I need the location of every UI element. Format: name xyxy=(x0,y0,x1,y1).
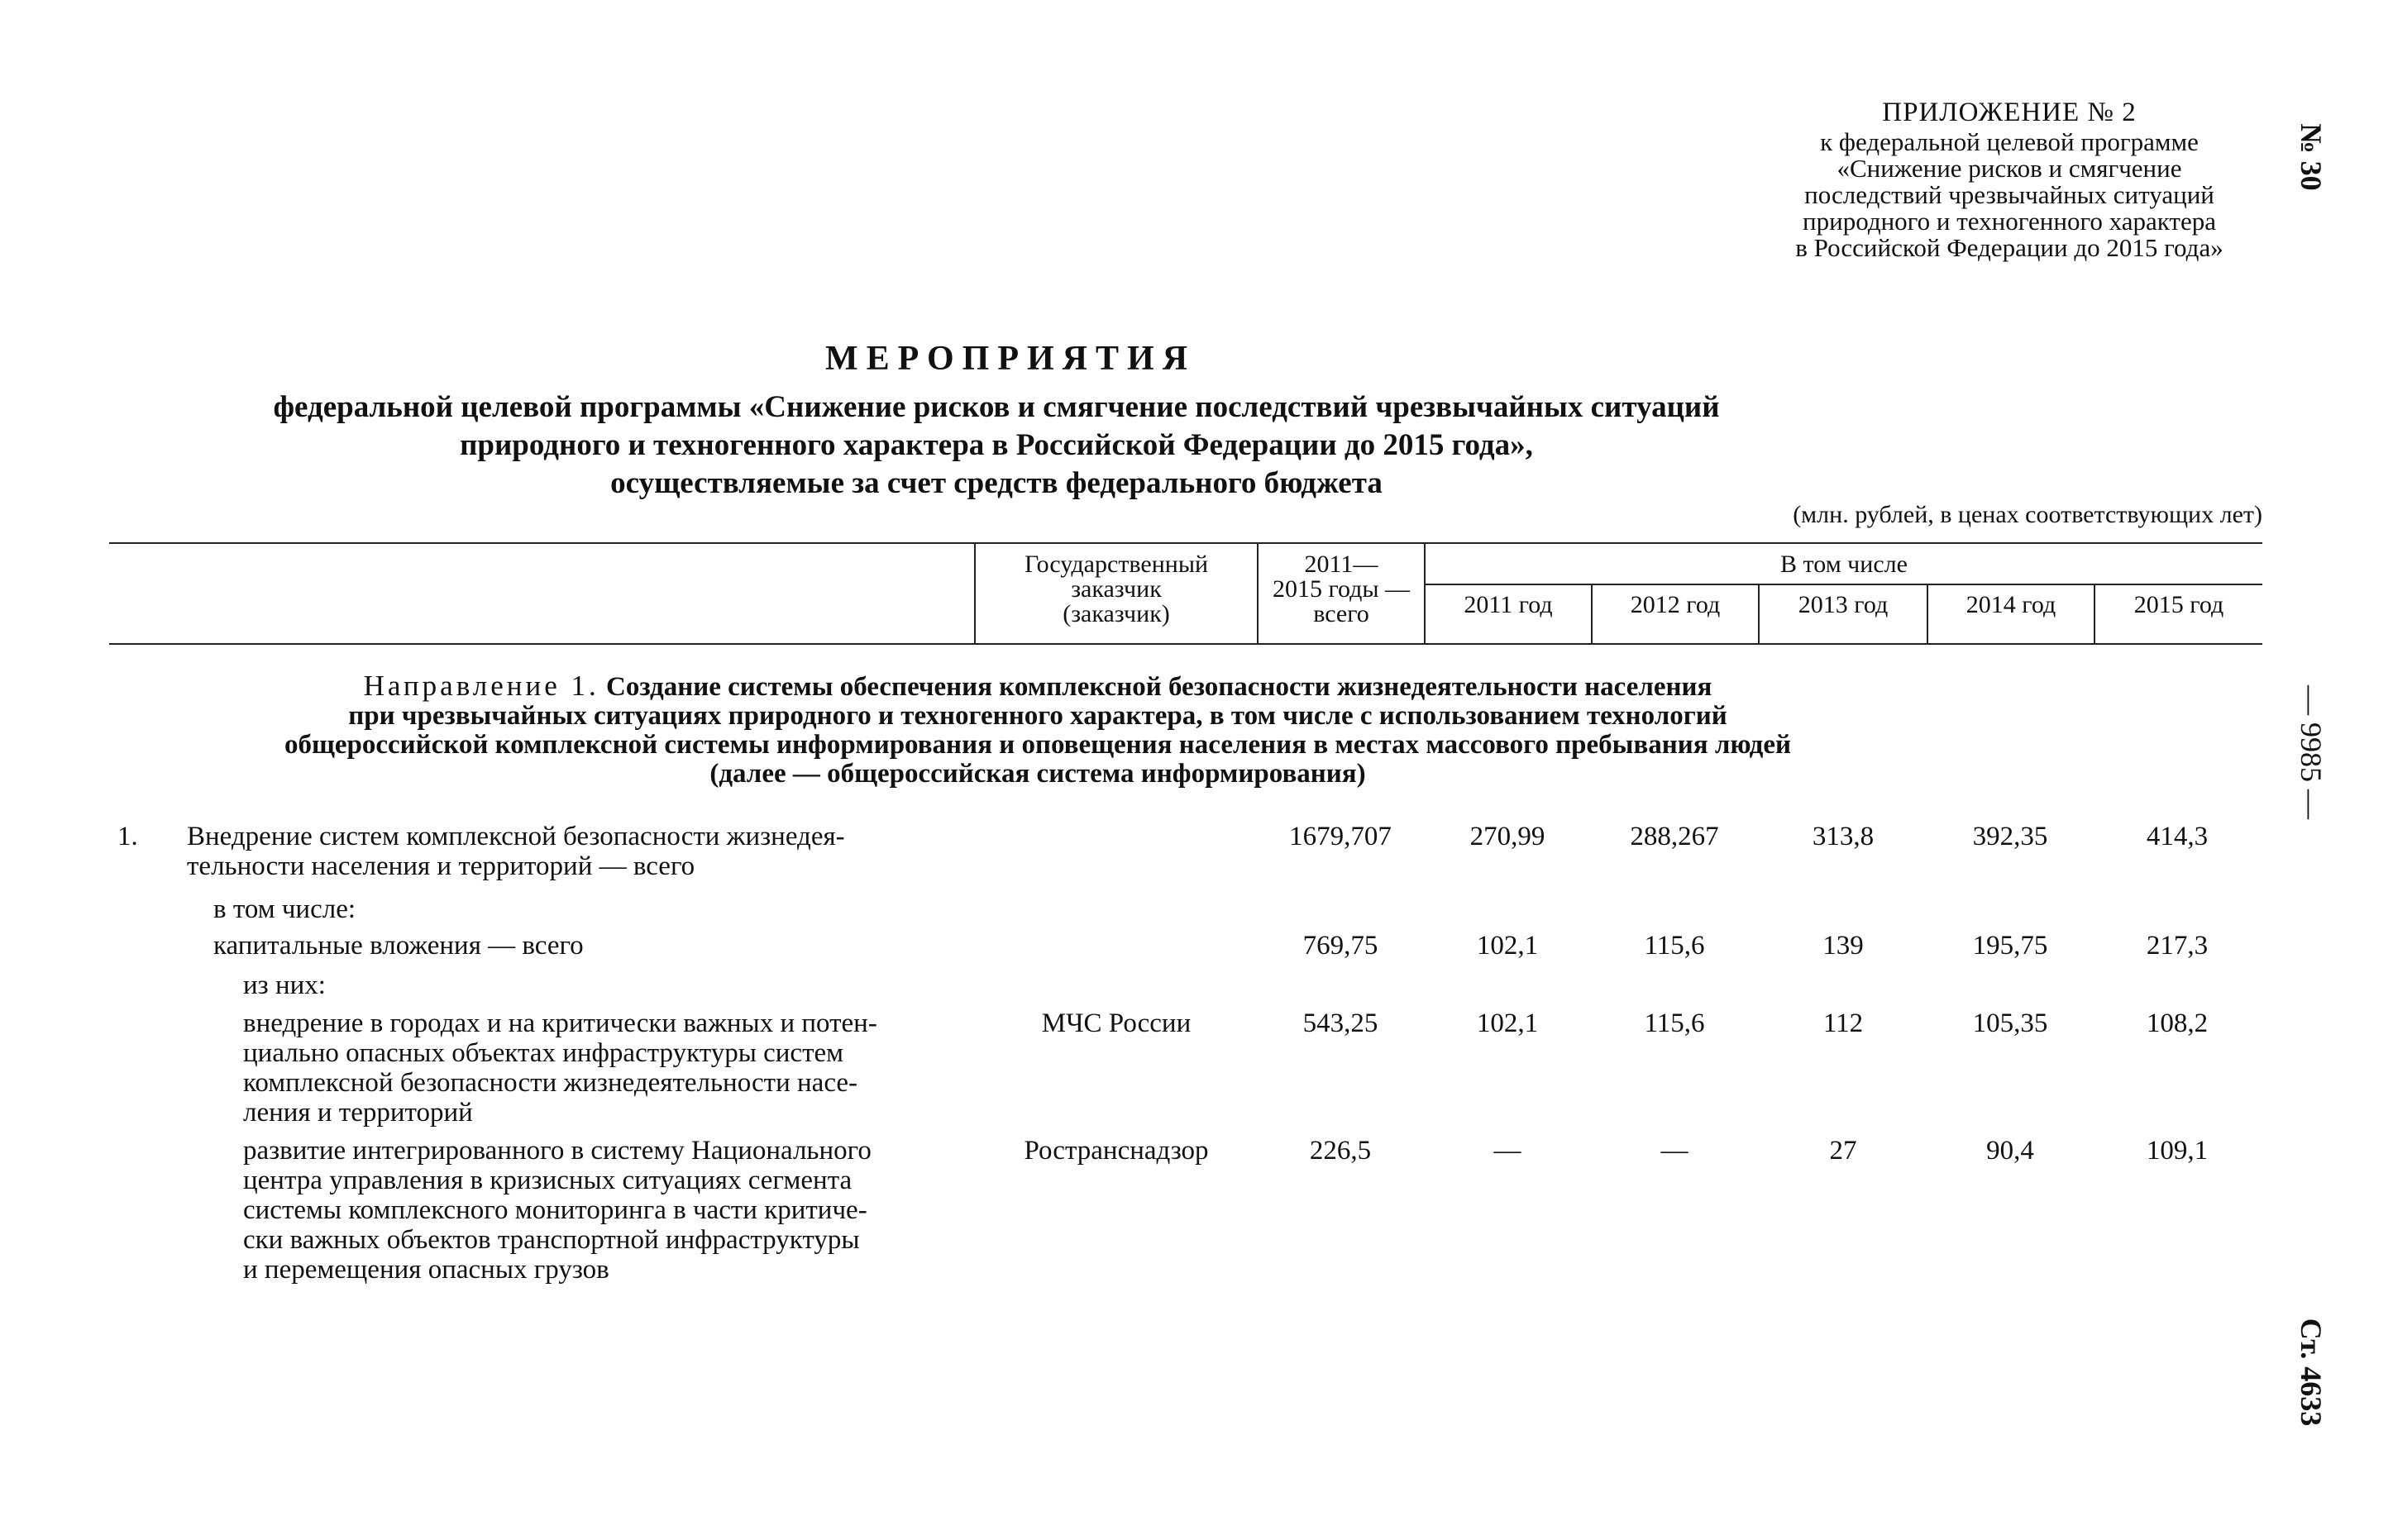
direction-text: (далее — общероссийская система информирования) xyxy=(709,759,1366,789)
page-number: — 9985 — xyxy=(2295,685,2328,819)
value-2013: 112 xyxy=(1822,1008,1864,1038)
appendix-line: к федеральной целевой программе xyxy=(1820,127,2199,156)
appendix-line: природного и техногенного характера xyxy=(1803,207,2216,236)
table-header-bottom-rule xyxy=(109,643,2262,645)
including-label: в том числе: xyxy=(213,894,356,924)
value-2014: 105,35 xyxy=(1972,1008,2048,1038)
appendix-block xyxy=(1761,99,2257,261)
table-subheader-rule xyxy=(1424,584,2262,585)
row-customer: МЧС России xyxy=(1041,1008,1192,1038)
header-year: 2013 год xyxy=(1798,591,1889,618)
appendix-line: последствий чрезвычайных ситуаций xyxy=(1804,180,2214,209)
value-2012: 288,267 xyxy=(1630,822,1719,851)
units-note: (млн. рублей, в ценах соответствующих лет) xyxy=(1793,501,2262,528)
appendix-line: «Снижение рисков и смягчение xyxy=(1837,154,2182,183)
header-year: 2012 год xyxy=(1630,591,1721,618)
row-number: 1. xyxy=(117,822,138,851)
value-2013: 313,8 xyxy=(1812,822,1875,851)
value-2015: 414,3 xyxy=(2146,822,2209,851)
row-customer: Ространснадзор xyxy=(1024,1136,1209,1166)
header-year: 2015 год xyxy=(2133,591,2224,618)
subtitle-line: федеральной целевой программы «Снижение рисков и смягчение последствий чрезвычайных ситуаций xyxy=(273,390,1720,424)
header-total: 2011— 2015 годы — всего xyxy=(1272,551,1411,627)
value-2013: 27 xyxy=(1829,1136,1857,1166)
of-them-label: из них: xyxy=(243,970,326,1000)
table-top-rule xyxy=(109,542,2262,544)
value-2014: 90,4 xyxy=(1986,1136,2034,1166)
value-2015: 217,3 xyxy=(2146,931,2209,961)
value-2012: — xyxy=(1660,1136,1688,1166)
value-2011: 102,1 xyxy=(1476,931,1539,961)
row-description: Внедрение систем комплексной безопасности жизнедея- тельности населения и территорий — всего xyxy=(187,822,845,881)
value-2011: 270,99 xyxy=(1469,822,1545,851)
direction-text: при чрезвычайных ситуациях природного и техногенного характера, в том числе с использованием технологий xyxy=(348,701,1727,731)
row-description: капитальные вложения — всего xyxy=(213,931,584,961)
value-2015: 108,2 xyxy=(2146,1008,2209,1038)
value-2012: 115,6 xyxy=(1644,931,1705,961)
direction-text: Создание системы обеспечения комплексной безопасности жизнедеятельности населения xyxy=(606,672,1712,702)
header-year: 2011 год xyxy=(1464,591,1553,618)
document-title: МЕРОПРИЯТИЯ xyxy=(824,340,1196,378)
value-2014: 195,75 xyxy=(1972,931,2048,961)
direction-heading xyxy=(190,671,2257,789)
appendix-title: ПРИЛОЖЕНИЕ № 2 xyxy=(1882,98,2137,127)
value-total: 1679,707 xyxy=(1289,822,1392,851)
value-total: 769,75 xyxy=(1302,931,1378,961)
direction-text: общероссийской комплексной системы информирования и оповещения населения в местах массового пребывания людей xyxy=(284,730,1792,760)
subtitle-line: осуществляемые за счет средств федерального бюджета xyxy=(610,466,1383,500)
document-subtitle xyxy=(107,389,2257,503)
row-description: внедрение в городах и на критически важных и потен- циально опасных объектах инфраструктуры систем комплексной безопасности жизнедеятельности насе- ления и территорий xyxy=(243,1008,877,1128)
value-2014: 392,35 xyxy=(1972,822,2048,851)
subtitle-line: природного и техногенного характера в Российской Федерации до 2015 года», xyxy=(460,428,1533,462)
value-total: 543,25 xyxy=(1302,1008,1378,1038)
value-2011: 102,1 xyxy=(1476,1008,1539,1038)
direction-lead: Направление 1. xyxy=(363,670,599,702)
header-including: В том числе xyxy=(1780,551,1908,578)
value-total: 226,5 xyxy=(1309,1136,1372,1166)
article-number: Ст. 4633 xyxy=(2295,1318,2328,1427)
header-customer: Государственный заказчик (заказчик) xyxy=(1024,551,1209,627)
row-description: развитие интегрированного в систему Национального центра управления в кризисных ситуациях сегмента системы комплексного мониторинга в части критиче- ски важных объектов транспортной инфраструктуры и перемещения опасных грузов xyxy=(243,1136,872,1285)
value-2015: 109,1 xyxy=(2146,1136,2209,1166)
header-year: 2014 год xyxy=(1966,591,2056,618)
value-2012: 115,6 xyxy=(1644,1008,1705,1038)
value-2011: — xyxy=(1493,1136,1521,1166)
value-2013: 139 xyxy=(1822,931,1864,961)
issue-number: № 30 xyxy=(2295,123,2328,191)
appendix-line: в Российской Федерации до 2015 года» xyxy=(1795,233,2223,262)
